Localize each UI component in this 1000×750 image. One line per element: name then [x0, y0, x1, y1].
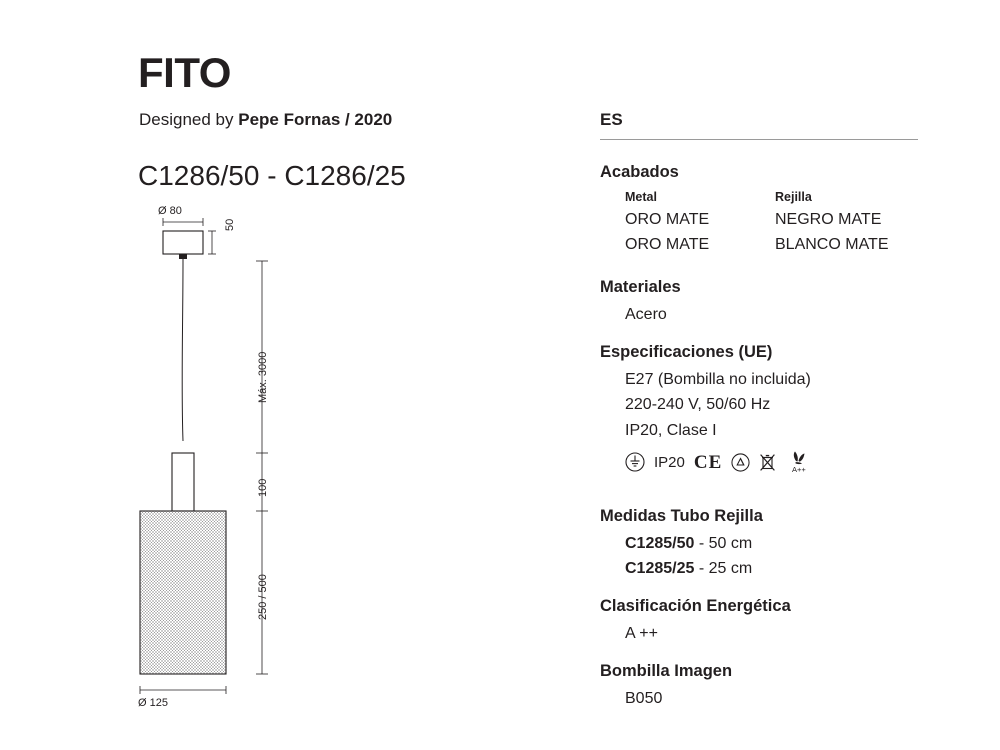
- energy-leaf-icon: [786, 450, 816, 474]
- finishes-col-rejilla-header: Rejilla: [775, 189, 812, 204]
- finishes-col-rejilla: [775, 187, 925, 258]
- recycle-icon: [731, 453, 750, 472]
- technical-drawing-svg: [120, 205, 450, 725]
- finishes-metal-value-2: ORO MATE: [625, 236, 710, 254]
- technical-drawing: [120, 205, 450, 725]
- grid-tube-size-2: - 25 cm: [694, 560, 753, 578]
- dimension-max-drop: Máx. 3000: [257, 351, 269, 403]
- ip-rating-label: IP20: [654, 453, 685, 471]
- svg-text:A++: A++: [792, 465, 807, 475]
- section-grid-tube-heading: Medidas Tubo Rejilla: [600, 507, 763, 525]
- finishes-rejilla-value-1: NEGRO MATE: [775, 210, 882, 228]
- ce-mark-icon: CE: [693, 451, 723, 473]
- specifications-column: [600, 0, 980, 750]
- section-energy-class: [600, 596, 980, 646]
- grid-tube-rows: [600, 531, 980, 582]
- grid-tube-size-1: - 50 cm: [694, 534, 753, 552]
- finishes-col-metal-header: Metal: [625, 189, 657, 204]
- grid-tube-code-1: C1285/50: [625, 534, 695, 552]
- finishes-col-metal: [625, 187, 775, 258]
- finishes-rejilla-value-2: BLANCO MATE: [775, 236, 889, 254]
- finishes-metal-value-1: ORO MATE: [625, 210, 710, 228]
- language-label: ES: [600, 110, 623, 129]
- section-bulb-image-heading: Bombilla Imagen: [600, 662, 733, 680]
- dimension-shade-height: 250 / 500: [257, 574, 269, 620]
- specification-line-1: E27 (Bombilla no incluida): [625, 370, 811, 388]
- designer-credit: [139, 110, 392, 130]
- grid-tube-row-2: [625, 556, 980, 582]
- weee-bin-icon: [759, 452, 777, 472]
- specification-line-3: IP20, Clase I: [625, 421, 717, 439]
- page-title: FITO: [138, 49, 231, 96]
- grid-tube-row-1: [625, 531, 980, 557]
- energy-class-value: A ++: [625, 624, 658, 642]
- finishes-table: [600, 187, 980, 258]
- materials-value: Acero: [625, 305, 667, 323]
- divider: [600, 139, 918, 140]
- grid-tube-code-2: C1285/25: [625, 560, 695, 578]
- section-energy-class-heading: Clasificación Energética: [600, 597, 791, 615]
- section-specifications: [600, 342, 980, 477]
- dimension-bottom-diameter: Ø 125: [138, 697, 168, 709]
- section-materials-heading: Materiales: [600, 278, 681, 296]
- model-codes: C1286/50 - C1286/25: [138, 160, 406, 191]
- designer-prefix: Designed by: [139, 110, 239, 129]
- specifications-lines: [600, 367, 980, 444]
- certification-icons: [600, 447, 980, 477]
- earth-ground-icon: [625, 452, 645, 472]
- section-finishes: [600, 162, 980, 258]
- designer-name: Pepe Fornas / 2020: [238, 110, 393, 129]
- bulb-image-value: B050: [625, 689, 663, 707]
- section-bulb-image: [600, 661, 980, 711]
- dimension-tube-height: 100: [257, 478, 269, 497]
- dimension-top-diameter: Ø 80: [158, 205, 182, 217]
- section-materials: [600, 277, 980, 327]
- dimension-canopy-height: 50: [224, 218, 236, 231]
- section-specifications-heading: Especificaciones (UE): [600, 343, 773, 361]
- specification-line-2: 220-240 V, 50/60 Hz: [625, 396, 771, 414]
- section-grid-tube: [600, 506, 980, 582]
- section-finishes-heading: Acabados: [600, 163, 679, 181]
